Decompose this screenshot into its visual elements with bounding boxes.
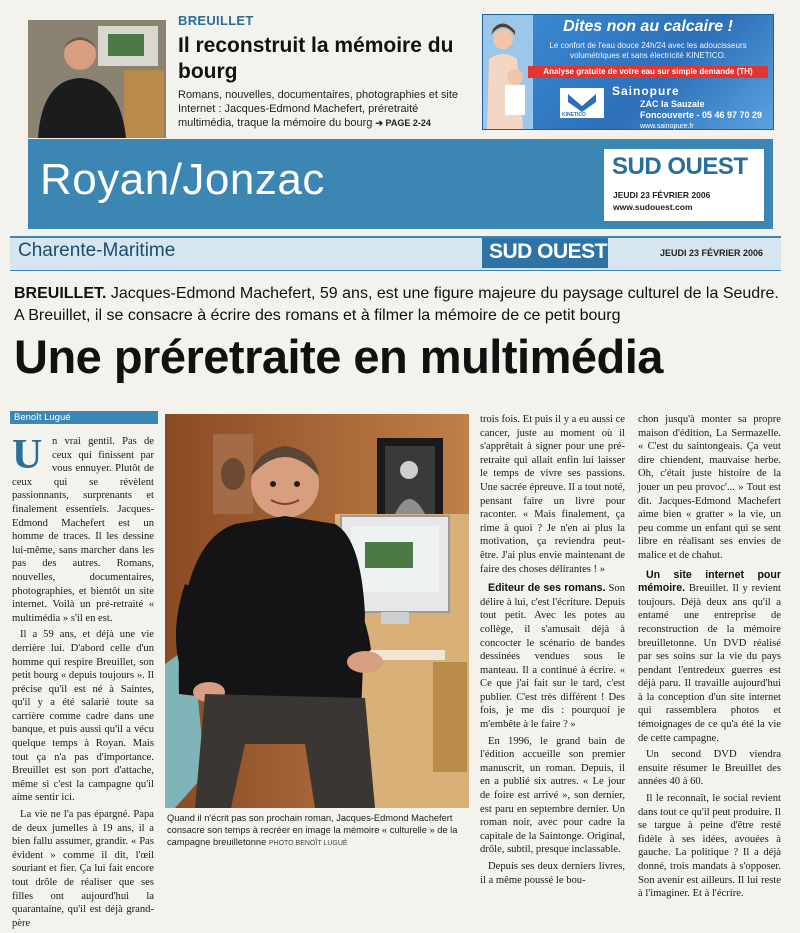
- col1-paragraph-3: La vie ne l'a pas épargné. Papa de deux jumelles à 19 ans, il a bien fallu assumer, grandir. « Pas évident » comme il dit, l'œil souriant et fier. Ça lui fait encore tout drôle de réaliser que ses filles ont aujourd'hui la quarantaine, qu'il est déjà grand-père: [12, 809, 154, 929]
- col1-paragraph-2: Il a 59 ans, et déjà une vie derrière lui. D'abord celle d'un homme qui respire Breuillet, son petit bourg « depuis toujours ». Il précise qu'il est né à Saintes, qu'il y a été salarié toute sa carrière comme cadre dans une banque, et puis aussi qu'il a vécu quelque temps à Royan. Mais tout ça n'a pas d'importance. Breuillet est son port d'attache, même si c'est la campagne qu'il aime sentir ici.: [12, 629, 154, 804]
- ad-address: [640, 99, 770, 132]
- caption-text: Quand il n'écrit pas son prochain roman, Jacques-Edmond Machefert consacre son temps à recréer en image la mémoire « culturelle » de la campagne breuilletonne: [167, 813, 458, 847]
- article-headline: Une préretraite en multimédia: [14, 330, 663, 383]
- article-column-3: [480, 413, 625, 890]
- subhead-editeur: Editeur de ses romans.: [488, 582, 606, 595]
- col3-paragraph-3: En 1996, le grand bain de l'édition accueille son premier manuscrit, un roman. Depuis, il en a publié six autres. « Le jour de foire est arrivé », son dernier, est paru en septembre dernier. Un roman noir, avec pour cadre la capitale de la Saintonge. Original, drôle, subtil, presque inclassable.: [480, 735, 625, 856]
- article-column-4: [638, 413, 781, 904]
- banner-website[interactable]: www.sudouest.com: [613, 202, 693, 212]
- col4-paragraph-3: Un second DVD viendra ensuite résumer le Breuillet des années 40 à 60.: [638, 749, 781, 788]
- teaser-photo: [28, 20, 166, 138]
- edition-title: Royan/Jonzac: [40, 155, 325, 204]
- teaser-summary: Romans, nouvelles, documentaires, photographies et site Internet : Jacques-Edmond Machefert, préretraité multimédia, traque la mémoire du bourg: [178, 89, 459, 129]
- byline: Benoît Lugué: [10, 411, 158, 424]
- subhead-site-internet: Un site internet pour mémoire.: [638, 568, 781, 595]
- col4-paragraph-2: Breuillet. Il y revient toujours. Déjà deux ans qu'il a entamé une entreprise de reconstruction de la mémoire breuilletonne. Un DVD réalisé par ses soins sur la vie du pays pendant l'entredeux guerres est déjà paru. Il travaille aujourd'hui à la conception d'un site internet qui rassemblera photos et témoignages de ce qu'a été la vie de cette campagne.: [638, 583, 781, 744]
- photo-caption: [167, 812, 472, 850]
- dropcap: U: [12, 432, 43, 478]
- ad-offer: Analyse gratuite de votre eau sur simple demande (TH): [528, 66, 768, 78]
- man-at-computer-photo: [165, 414, 469, 808]
- article-photo: [165, 414, 469, 808]
- article-lead: [14, 283, 784, 327]
- lead-text: Jacques-Edmond Machefert, 59 ans, est une figure majeure du paysage culturel de la Seudre. A Breuillet, il se consacre à écrire des romans et à filmer la mémoire de ce petit bourg: [14, 285, 779, 324]
- ad-logo-text: KINETICO: [562, 112, 586, 118]
- banner-date: JEUDI 23 FÉVRIER 2006: [613, 190, 711, 200]
- ad-address-line1: ZAC la Sauzaie: [640, 99, 705, 109]
- col4-paragraph-4: Il le reconnaît, le social revient dans tout ce qu'il peut produire. Il se targue à peine d'être resté fidèle à ses idées, avouées à gauche. La politique ? Il a déjà donné, trois mandats à s'opposer. Son avenir est ailleurs. Il lui reste à l'imaginer. Et à l'écrire.: [638, 793, 781, 900]
- teaser-kicker: BREUILLET: [178, 13, 254, 28]
- ad-mother-child-image: [483, 15, 533, 129]
- section-sud-ouest-logo: SUD OUEST: [489, 240, 608, 263]
- ad-body: Le confort de l'eau douce 24h/24 avec les adoucisseurs volumétriques et sans électricité KINETICO.: [549, 41, 747, 60]
- teaser-page-ref[interactable]: ➔ PAGE 2-24: [375, 118, 431, 128]
- ad-website[interactable]: www.sainopure.fr: [640, 123, 694, 130]
- col3-paragraph-1: trois fois. Et puis il y a eu aussi ce cancer, juste au moment où il s'apprêtait à signer pour une pré-retraite qui allait enfin lui laisser le temps de vivre ses passions. Une sacrée épreuve. Il a tout noté, pensant faire un livre pour raconter. « Mais finalement, ça rime à quoi ? Je n'en ai plus la motivation, ça reviendra peut-être. J'ai plus envie maintenant de faire des choses délirantes ! »: [480, 414, 625, 575]
- article-column-1: [12, 432, 154, 933]
- section-name: Charente-Maritime: [18, 240, 176, 261]
- section-date: JEUDI 23 FÉVRIER 2006: [660, 248, 764, 258]
- col3-paragraph-2: Son délire à lui, c'est l'écriture. Depuis tout petit. Avec les potes au collège, il s'amusait déjà à concocter le scénario de bandes dessinées vendues sous le manteau. Il a continué à écrire. « Ce que j'ai fait sur le tard, c'est publier. C'est très différent ! Des fois, je me dis : pourquoi je m'embête à le faire ? »: [480, 583, 625, 731]
- teaser-text: [178, 88, 473, 130]
- sud-ouest-logo: SUD OUEST: [612, 153, 748, 180]
- photo-credit: PHOTO BENOÎT LUGUÉ: [268, 840, 348, 847]
- teaser-photo-image: [28, 20, 166, 138]
- col1-paragraph-1: n vrai gentil. Pas de ceux qui finissent par vous ennuyer. Plutôt de ceux qui se révèlent passionnants, surprenants et finalement essentiels. Jacques-Edmond Machefert est un homme de traces. Il les dessine lui-même, sans marcher dans les pas des autres. Romans, nouvelles, documentaires, photographies, et bientôt un site internet. Voilà un pré-retraité « multimédia » s'il en est.: [12, 436, 154, 624]
- teaser-title[interactable]: Il reconstruit la mémoire du bourg: [178, 34, 454, 83]
- ad-address-line2: Foncouverte - 05 46 97 70 29: [640, 110, 763, 120]
- col4-paragraph-1: chon jusqu'à monter sa propre maison d'édition, La Sermazelle. « C'est du saintongeais. Ça veut dire chiendent, mauvaise herbe. Oh, c'était juste histoire de la jouer un peu provoc'... » Tout est dit. Jacques-Edmond Machefert aime bien « gratter » la vie, un peu comme un enfant qui se sent libre en réalisant ses envies de malice et de chahut.: [638, 414, 781, 561]
- col3-paragraph-4: Depuis ses deux derniers livres, il a même poussé le bou-: [480, 861, 625, 886]
- ad-title: Dites non au calcaire !: [563, 18, 733, 35]
- lead-place: BREUILLET.: [14, 285, 107, 302]
- kinetico-logo-icon: [560, 88, 604, 118]
- ad-brand: Sainopure: [612, 84, 680, 98]
